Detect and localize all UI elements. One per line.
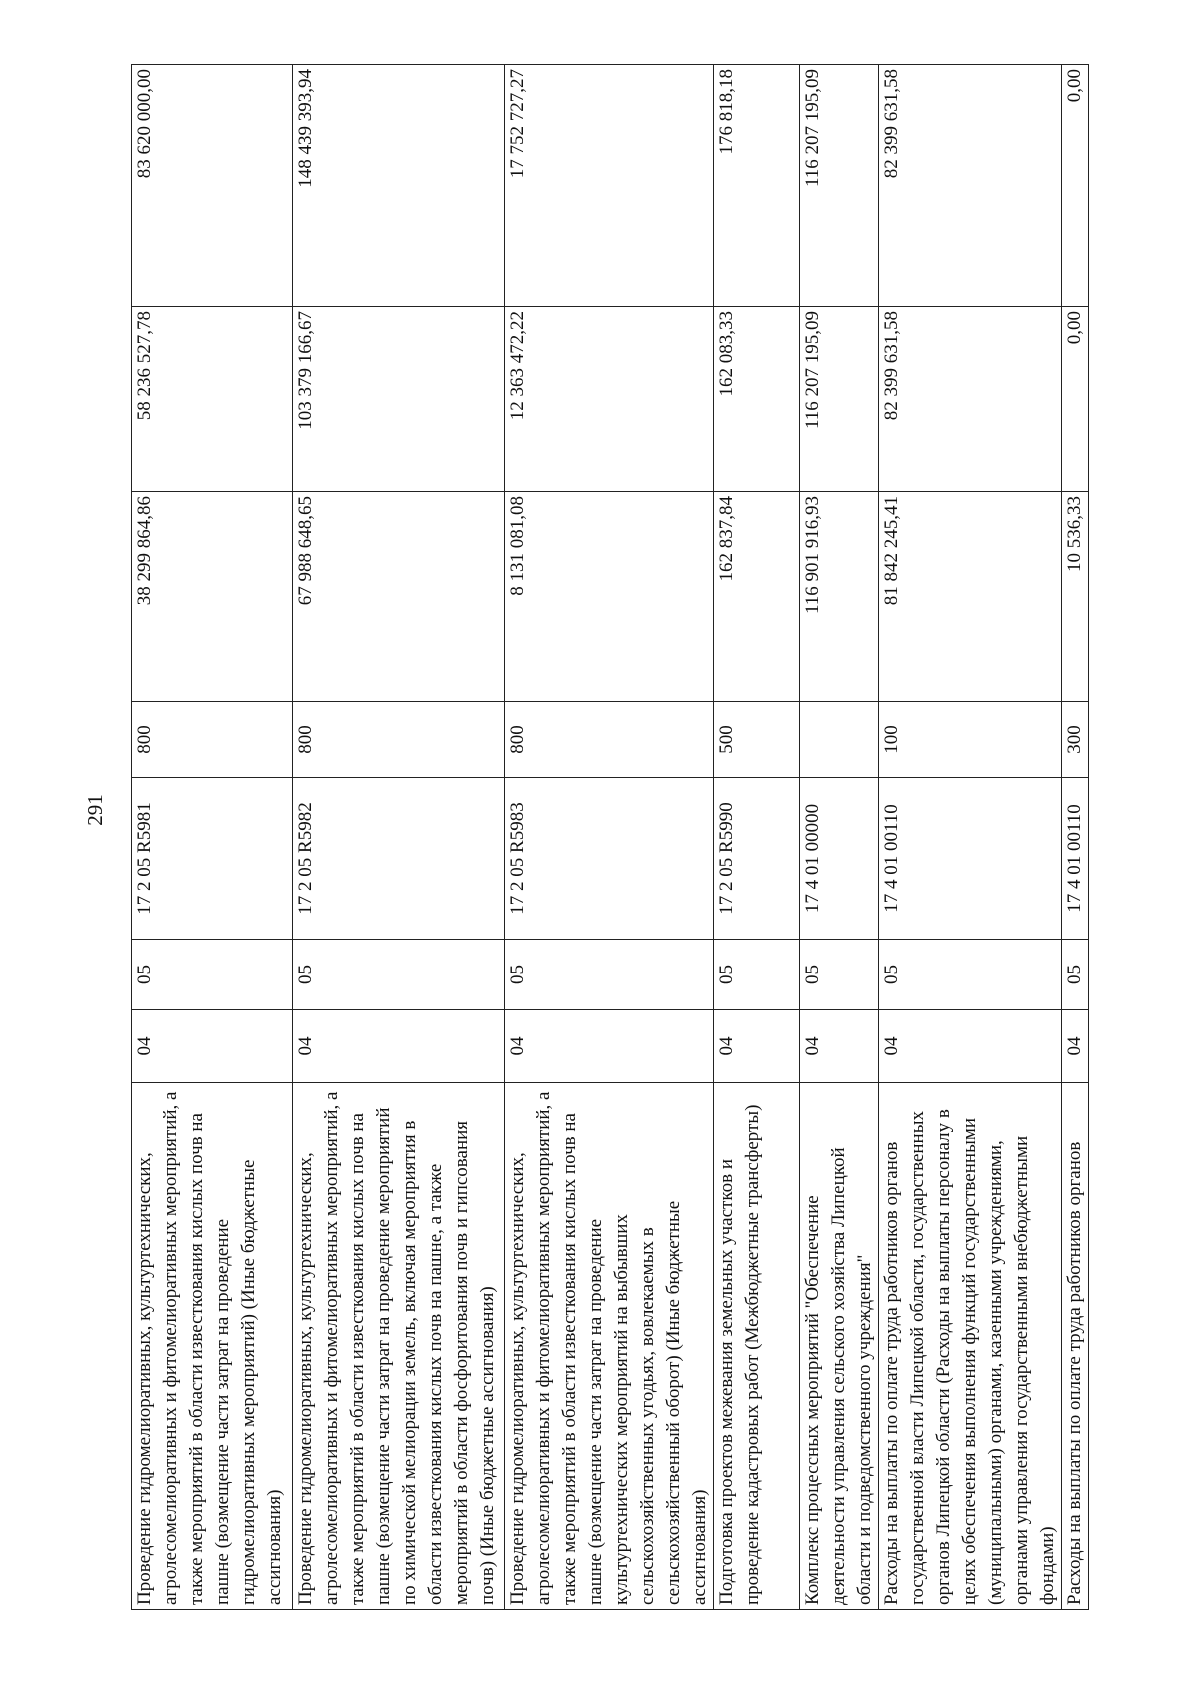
amount-1: 116 901 916,93 [800,492,879,702]
row-description: Комплекс процессных мероприятий "Обеспечение деятельности управления сельского хозяйства Липецкой области и подведомственного учреждения" [800,1083,879,1610]
table-row [879,65,1062,1610]
amount-3: 0,00 [1062,65,1089,307]
row-description: Проведение гидромелиоративных, культуртехнических, агролесомелиоративных и фитомелиоративных мероприятий, а также мероприятий в области известкования кислых почв на пашне (возмещение части затрат на проведение гидромелиоративных мероприятий) (Иные бюджетные ассигнования) [132,1083,293,1610]
section-code: 04 [714,1010,800,1083]
section-code: 04 [505,1010,714,1083]
subsection-code: 05 [879,940,1062,1010]
row-description: Подготовка проектов межевания земельных участков и проведение кадастровых работ (Межбюджетные трансферты) [714,1083,800,1610]
expense-type-code: 100 [879,702,1062,778]
row-description: Проведение гидромелиоративных, культуртехнических, агролесомелиоративных и фитомелиоративных мероприятий, а также мероприятий в области известкования кислых почв на пашне (возмещение части затрат на проведение культуртехнических мероприятий на выбывших сельскохозяйственных угодьях, вовлекаемых в сельскохозяйственный оборот) (Иные бюджетные ассигнования) [505,1083,714,1610]
subsection-code: 05 [293,940,505,1010]
amount-1: 81 842 245,41 [879,492,1062,702]
section-code: 04 [1062,1010,1089,1083]
amount-3: 176 818,18 [714,65,800,307]
table-row [1062,65,1089,1610]
amount-1: 162 837,84 [714,492,800,702]
target-article-code: 17 2 05 R5983 [505,778,714,940]
table-row [714,65,800,1610]
amount-1: 67 988 648,65 [293,492,505,702]
table-row [293,65,505,1610]
subsection-code: 05 [132,940,293,1010]
target-article-code: 17 2 05 R5981 [132,778,293,940]
subsection-code: 05 [714,940,800,1010]
section-code: 04 [800,1010,879,1083]
amount-2: 82 399 631,58 [879,307,1062,492]
amount-3: 83 620 000,00 [132,65,293,307]
target-article-code: 17 4 01 00110 [879,778,1062,940]
amount-2: 103 379 166,67 [293,307,505,492]
amount-1: 10 536,33 [1062,492,1089,702]
table-row [132,65,293,1610]
section-code: 04 [132,1010,293,1083]
table-row [505,65,714,1610]
amount-2: 12 363 472,22 [505,307,714,492]
expense-type-code: 500 [714,702,800,778]
amount-3: 17 752 727,27 [505,65,714,307]
target-article-code: 17 4 01 00110 [1062,778,1089,940]
subsection-code: 05 [1062,940,1089,1010]
expense-type-code: 800 [293,702,505,778]
row-description: Расходы на выплаты по оплате труда работников органов [1062,1083,1089,1610]
amount-3: 116 207 195,09 [800,65,879,307]
subsection-code: 05 [800,940,879,1010]
amount-3: 82 399 631,58 [879,65,1062,307]
table-row [800,65,879,1610]
amount-1: 8 131 081,08 [505,492,714,702]
section-code: 04 [293,1010,505,1083]
target-article-code: 17 2 05 R5982 [293,778,505,940]
page-number: 291 [83,794,107,826]
expense-type-code: 800 [505,702,714,778]
rotated-table-container [131,65,1091,1610]
section-code: 04 [879,1010,1062,1083]
amount-1: 38 299 864,86 [132,492,293,702]
expense-type-code: 300 [1062,702,1089,778]
target-article-code: 17 4 01 00000 [800,778,879,940]
row-description: Проведение гидромелиоративных, культуртехнических, агролесомелиоративных и фитомелиоративных мероприятий, а также мероприятий в области известкования кислых почв на пашне (возмещение части затрат на проведение мероприятий по химической мелиорации земель, включая мероприятия в области известкования кислых почв на пашне, а также мероприятий в области фосфоритования почв и гипсования почв) (Иные бюджетные ассигнования) [293,1083,505,1610]
target-article-code: 17 2 05 R5990 [714,778,800,940]
row-description: Расходы на выплаты по оплате труда работников органов государственной власти Липецкой области, государственных органов Липецкой области (Расходы на выплаты персоналу в целях обеспечения выполнения функций государственными (муниципальными) органами, казенными учреждениями, органами управления государственными внебюджетными фондами) [879,1083,1062,1610]
amount-3: 148 439 393,94 [293,65,505,307]
budget-table [131,64,1089,1610]
amount-2: 0,00 [1062,307,1089,492]
amount-2: 116 207 195,09 [800,307,879,492]
expense-type-code: 800 [132,702,293,778]
subsection-code: 05 [505,940,714,1010]
amount-2: 58 236 527,78 [132,307,293,492]
expense-type-code [800,702,879,778]
amount-2: 162 083,33 [714,307,800,492]
